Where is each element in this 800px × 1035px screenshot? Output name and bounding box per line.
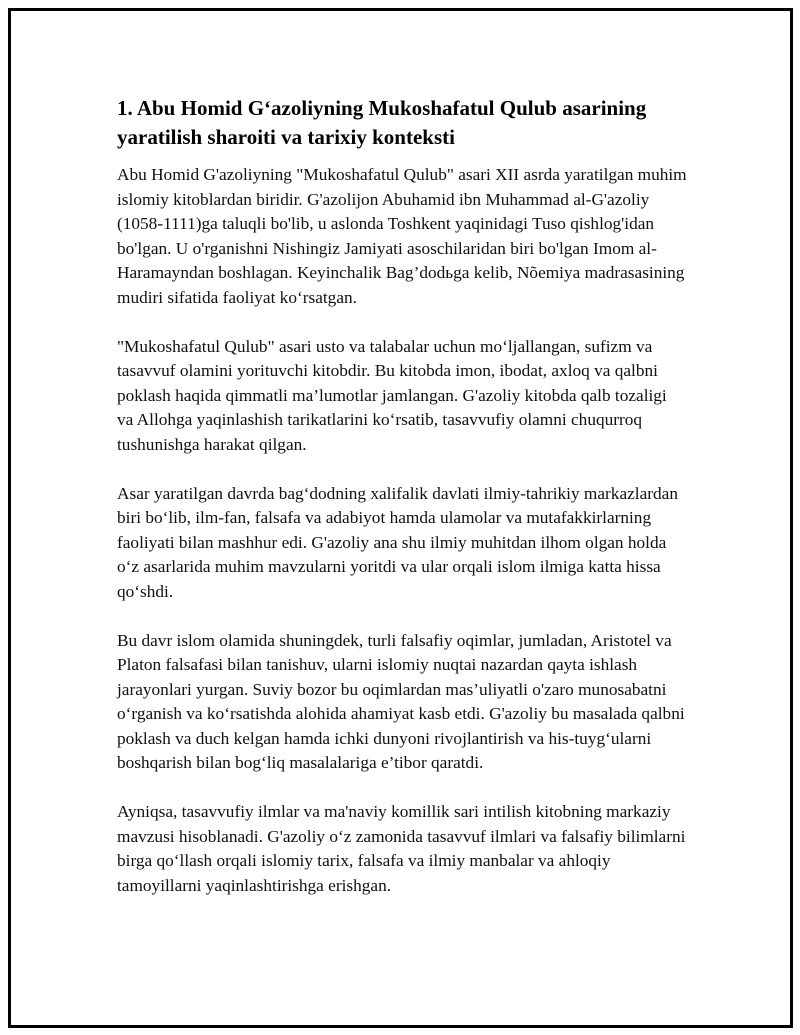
- paragraph-3: Asar yaratilgan davrda bag‘dodning xalifalik davlati ilmiy-tahrikiy markazlardan biri bo‘lib, ilm-fan, falsafa va adabiyot hamda ulamolar va mutafakkirlarning faoliyati bilan mashhur edi. G'azoliy ana shu ilmiy muhitdan ilhom olgan holda o‘z asarlarida muhim mavzularni yoritdi va ular orqali islom ilmiga katta hissa qo‘shdi.: [117, 483, 678, 601]
- paragraph-1: Abu Homid G'azoliyning "Mukoshafatul Qulub" asari XII asrda yaratilgan muhim islomiy kitoblardan biridir. G'azolijon Abuhamid ibn Muhammad al-G'azoliy (1058-1111)ga taluqli bo'lib, u aslonda Toshkent yaqinidagi Tuso qishlog'idan bo'lgan. U o'rganishni Nishingiz Jamiyati asoschilaridan biri bo'lgan Imom al-Haramayndan boshlagan. Keyinchalik Bag’dodьga kelib, Nõemiya madrasasining mudiri sifatida faoliyat ko‘rsatgan.: [117, 165, 687, 307]
- paragraph-2: "Mukoshafatul Qulub" asari usto va talabalar uchun mo‘ljallangan, sufizm va tasavvuf olamini yorituvchi kitobdir. Bu kitobda imon, ibodat, axloq va qalbni poklash haqida qimmatli ma’lumotlar jamlangan. G'azoliy kitobda qalb tozaligi va Allohga yaqinlashish tarikatlarini ko‘rsatib, tasavvufiy olamni chuqurroq tushunishga harakat qilgan.: [117, 336, 667, 454]
- section-heading: 1. Abu Homid G‘azoliyning Mukoshafatul Qulub asarining yaratilish sharoiti va tarixiy konteksti: [117, 96, 647, 149]
- paragraph-4: Bu davr islom olamida shuningdek, turli falsafiy oqimlar, jumladan, Aristotel va Platon falsafasi bilan tanishuv, ularni islomiy nuqtai nazardan qayta ishlash jarayonlari yurgan. Suviy bozor bu oqimlardan mas’uliyatli o'zaro munosabatni o‘rganish va ko‘rsatishda alohida ahamiyat kasb etdi. G'azoliy bu masalada qalbni poklash va duch kelgan hamda ichki dunyoni rivojlantirish va his-tuyg‘ularni boshqarish bilan bog‘liq masalalariga e’tibor qaratdi.: [117, 630, 685, 772]
- paragraph-5: Ayniqsa, tasavvufiy ilmlar va ma'naviy komillik sari intilish kitobning markaziy mavzusi hisoblanadi. G'azoliy o‘z zamonida tasavvuf ilmlari va falsafiy bilimlarni birga qo‘llash orqali islomiy tarix, falsafa va ilmiy manbalar va ahloqiy tamoyillarni yaqinlashtirishga erishgan.: [117, 802, 686, 895]
- document-body: [117, 94, 687, 923]
